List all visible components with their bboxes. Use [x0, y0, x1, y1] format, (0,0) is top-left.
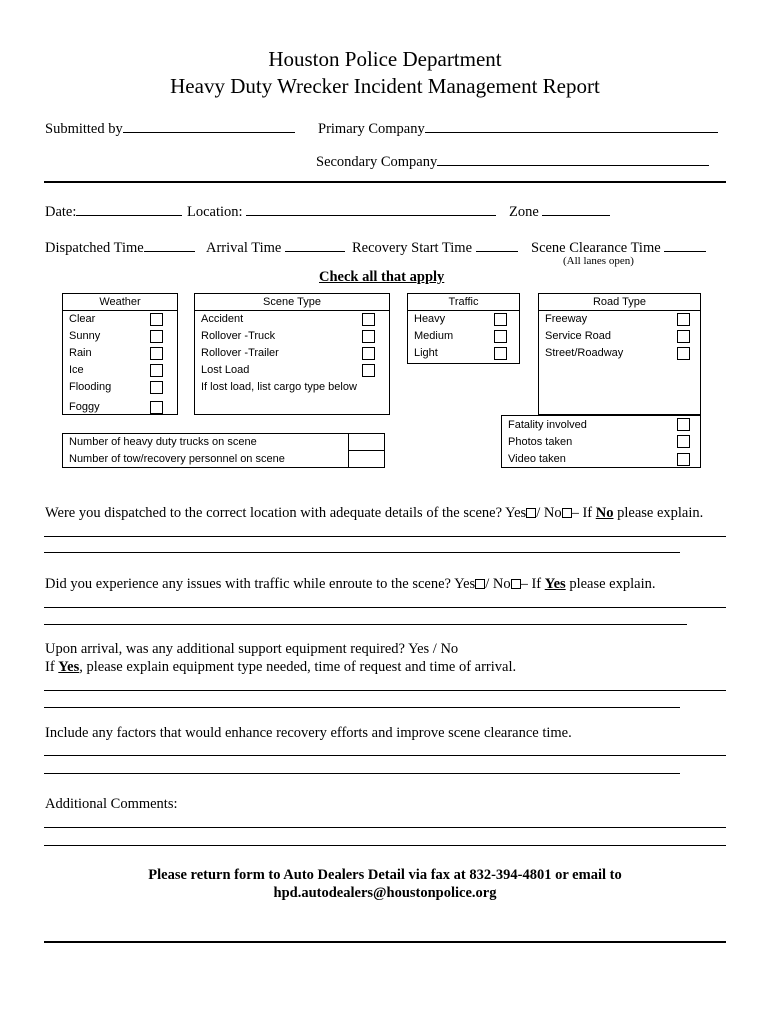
road-service-road-checkbox[interactable] — [677, 330, 690, 343]
traffic-medium-checkbox[interactable] — [494, 330, 507, 343]
photos-checkbox[interactable] — [677, 435, 690, 448]
scene-lost-load-checkbox[interactable] — [362, 364, 375, 377]
q2-answer-line-2[interactable] — [44, 624, 687, 625]
q3-post: , please explain equipment type needed, time of request and time of arrival. — [79, 659, 517, 675]
dispatched-time-field[interactable] — [144, 237, 195, 252]
scene-accident-label: Accident — [201, 313, 244, 325]
dispatched-time-row — [45, 237, 195, 257]
check-all-heading: Check all that apply — [319, 269, 445, 285]
video-checkbox[interactable] — [677, 453, 690, 466]
weather-sunny-checkbox[interactable] — [150, 330, 163, 343]
road-service-road-label: Service Road — [545, 330, 612, 342]
fatality-checkbox[interactable] — [677, 418, 690, 431]
arrival-time-field[interactable] — [285, 237, 345, 252]
primary-company-field[interactable] — [425, 118, 718, 133]
submitted-by-field[interactable] — [123, 118, 295, 133]
weather-rain-label: Rain — [69, 347, 92, 359]
q1-tail-pre: – If — [571, 505, 596, 521]
all-lanes-open-note: (All lanes open) — [563, 255, 634, 267]
scene-lost-load-label: Lost Load — [201, 364, 250, 376]
recovery-start-field[interactable] — [476, 237, 518, 252]
traffic-light-checkbox[interactable] — [494, 347, 507, 360]
primary-company-label: Primary Company — [318, 121, 425, 137]
heavy-trucks-label: Number of heavy duty trucks on scene — [69, 436, 257, 448]
q1-tail-post: please explain. — [613, 505, 704, 521]
secondary-company-field[interactable] — [437, 151, 709, 166]
date-row — [45, 201, 182, 221]
personnel-count-cell[interactable] — [348, 450, 385, 468]
comments-line-1[interactable] — [44, 827, 726, 828]
q3-answer-line-1[interactable] — [44, 690, 726, 691]
question-enhance-recovery: Include any factors that would enhance recovery efforts and improve scene clearance time. — [45, 725, 572, 741]
q2-no-checkbox[interactable] — [511, 579, 521, 589]
question-traffic-issues — [45, 576, 655, 593]
video-label: Video taken — [508, 453, 566, 465]
q1-answer-line-2[interactable] — [44, 552, 680, 553]
location-row — [187, 201, 496, 221]
q1-no-text: / No — [536, 505, 562, 521]
arrival-time-label: Arrival Time — [206, 240, 282, 256]
scene-rollover-truck-label: Rollover -Truck — [201, 330, 276, 342]
photos-label: Photos taken — [508, 436, 573, 448]
scene-accident-checkbox[interactable] — [362, 313, 375, 326]
weather-clear-checkbox[interactable] — [150, 313, 163, 326]
q1-answer-line-1[interactable] — [44, 536, 726, 537]
date-label: Date: — [45, 204, 77, 220]
weather-ice-checkbox[interactable] — [150, 364, 163, 377]
q1-no-checkbox[interactable] — [562, 508, 572, 518]
traffic-heavy-checkbox[interactable] — [494, 313, 507, 326]
q1-key: No — [595, 505, 614, 521]
fatality-label: Fatality involved — [508, 419, 587, 431]
weather-header: Weather — [99, 296, 141, 308]
q1-text: Were you dispatched to the correct location with adequate details of the scene? Yes — [45, 505, 527, 521]
secondary-company-row — [316, 151, 709, 171]
q2-tail-pre: – If — [520, 576, 545, 592]
q3-answer-line-2[interactable] — [44, 707, 680, 708]
question-support-equipment: Upon arrival, was any additional support equipment required? Yes / No — [45, 641, 459, 657]
footer-email: hpd.autodealers@houstonpolice.org — [273, 885, 497, 901]
traffic-light-label: Light — [414, 347, 438, 359]
weather-foggy-label: Foggy — [69, 401, 100, 413]
additional-comments-label: Additional Comments: — [45, 796, 178, 812]
traffic-medium-label: Medium — [414, 330, 454, 342]
weather-clear-label: Clear — [69, 313, 96, 325]
zone-row — [509, 201, 610, 221]
divider-bottom — [44, 941, 726, 943]
q2-no-text: / No — [485, 576, 511, 592]
road-freeway-checkbox[interactable] — [677, 313, 690, 326]
weather-flooding-checkbox[interactable] — [150, 381, 163, 394]
weather-ice-label: Ice — [69, 364, 84, 376]
q4-answer-line-2[interactable] — [44, 773, 680, 774]
q2-yes-checkbox[interactable] — [475, 579, 485, 589]
question-dispatched-correct — [45, 505, 703, 522]
comments-line-2[interactable] — [44, 845, 726, 846]
heavy-trucks-count-cell[interactable] — [348, 433, 385, 451]
personnel-label: Number of tow/recovery personnel on scene — [69, 453, 285, 465]
submitted-by-label: Submitted by — [45, 121, 123, 137]
road-type-header: Road Type — [592, 296, 646, 308]
traffic-header: Traffic — [448, 296, 479, 308]
recovery-start-label: Recovery Start Time — [352, 240, 473, 256]
scene-type-header: Scene Type — [263, 296, 321, 308]
scene-clearance-label: Scene Clearance Time — [531, 240, 661, 256]
primary-company-row — [318, 118, 718, 138]
submitted-by-row — [45, 118, 295, 138]
arrival-time-row — [206, 237, 345, 257]
dispatched-time-label: Dispatched Time — [45, 240, 144, 256]
recovery-start-row — [352, 237, 518, 257]
q3-key: Yes — [58, 659, 80, 675]
scene-rollover-truck-checkbox[interactable] — [362, 330, 375, 343]
scene-clearance-field[interactable] — [664, 237, 706, 252]
scene-cargo-note: If lost load, list cargo type below — [201, 381, 357, 393]
divider-top — [44, 181, 726, 183]
road-street-label: Street/Roadway — [545, 347, 624, 359]
weather-sunny-label: Sunny — [69, 330, 101, 342]
scene-rollover-trailer-label: Rollover -Trailer — [201, 347, 279, 359]
traffic-heavy-label: Heavy — [414, 313, 446, 325]
page-title: Houston Police Department — [268, 47, 502, 71]
q2-text: Did you experience any issues with traffic while enroute to the scene? Yes — [45, 576, 476, 592]
zone-field[interactable] — [542, 201, 610, 216]
scene-clearance-row — [531, 237, 706, 257]
q2-answer-line-1[interactable] — [44, 607, 726, 608]
location-field[interactable] — [246, 201, 496, 216]
road-freeway-label: Freeway — [545, 313, 588, 325]
zone-label: Zone — [509, 204, 539, 220]
weather-foggy-checkbox[interactable] — [150, 401, 163, 414]
q4-answer-line-1[interactable] — [44, 755, 726, 756]
q2-key: Yes — [544, 576, 566, 592]
q1-yes-checkbox[interactable] — [526, 508, 536, 518]
secondary-company-label: Secondary Company — [316, 154, 438, 170]
location-label: Location: — [187, 204, 243, 220]
page-subtitle: Heavy Duty Wrecker Incident Management Report — [170, 74, 600, 98]
weather-rain-checkbox[interactable] — [150, 347, 163, 360]
footer-instructions: Please return form to Auto Dealers Detail via fax at 832-394-4801 or email to — [148, 867, 622, 883]
scene-rollover-trailer-checkbox[interactable] — [362, 347, 375, 360]
weather-flooding-label: Flooding — [69, 381, 112, 393]
question-support-equipment-detail — [45, 659, 516, 676]
q3-pre: If — [45, 659, 59, 675]
q2-tail-post: please explain. — [565, 576, 656, 592]
date-field[interactable] — [76, 201, 182, 216]
road-street-checkbox[interactable] — [677, 347, 690, 360]
